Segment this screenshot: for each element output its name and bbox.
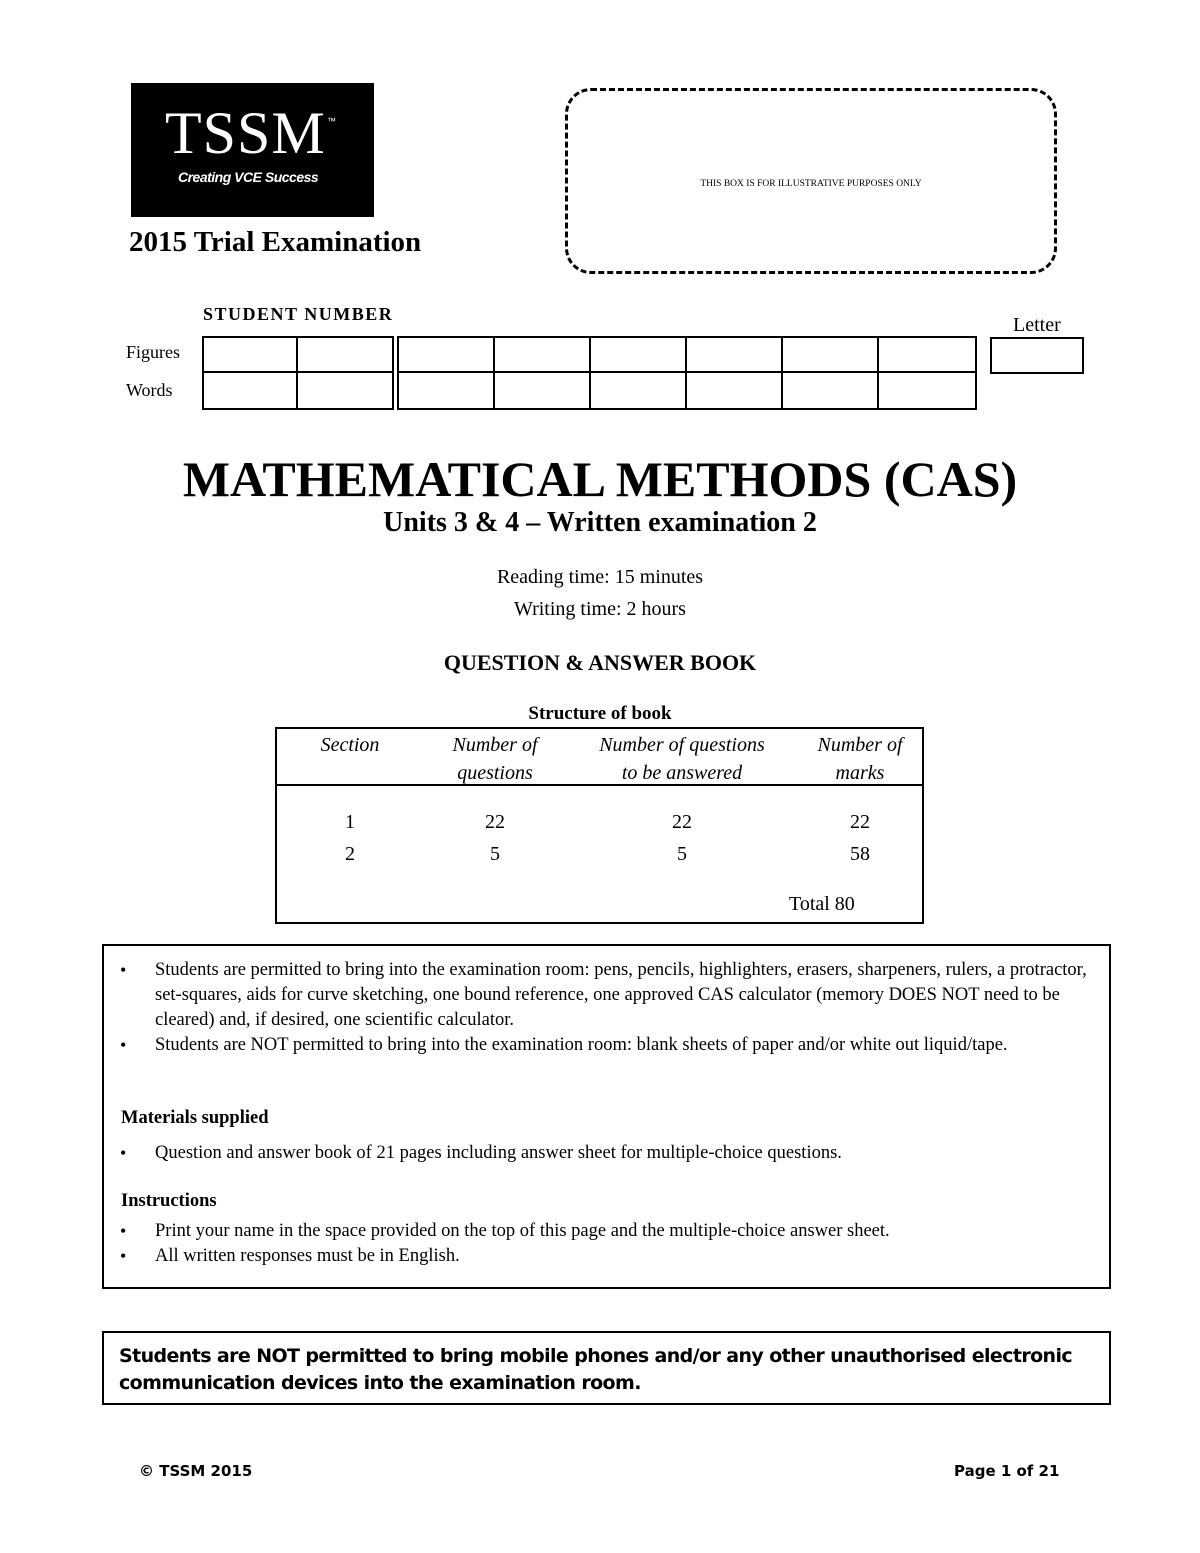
table-header [567,731,797,787]
word-cell[interactable] [783,373,879,408]
letter-box[interactable] [990,337,1084,374]
logo-tagline: Creating VCE Success [178,169,319,185]
list-item: • Students are permitted to bring into the examination room: pens, pencils, highlighters, erasers, sharpeners, rulers, a protractor, set-squares, aids for curve sketching, one bound reference, one approved CAS calculator (memory DOES NOT need to be cleared) and, if desired, one scientific calculator. [104,958,1104,1033]
logo-text: TSSM [165,100,326,166]
exam-subtitle: Units 3 & 4 – Written examination 2 [383,507,817,538]
header-divider [277,784,922,786]
figure-cell[interactable] [495,338,591,373]
footer-page-number: Page 1 of 21 [954,1462,1060,1480]
word-cell[interactable] [298,373,392,408]
word-cell[interactable] [591,373,687,408]
figure-cell[interactable] [399,338,495,373]
structure-table [275,727,924,924]
information-box [102,944,1111,1289]
table-cell: 5 [490,843,500,865]
list-item: • Question and answer book of 21 pages including answer sheet for multiple-choice questions. [104,1141,1104,1166]
word-cell[interactable] [399,373,495,408]
permitted-list [104,958,1104,1058]
letter-label: Letter [1013,314,1061,336]
table-cell: 5 [677,843,687,865]
table-cell: 58 [850,843,870,865]
list-item: • All written responses must be in English. [104,1244,1104,1269]
table-header [797,731,923,787]
table-cell: 1 [345,811,355,833]
header-line: Number of [452,734,538,756]
list-item: • Print your name in the space provided on the top of this page and the multiple-choice answer sheet. [104,1219,1104,1244]
structure-title: Structure of book [528,703,672,724]
figure-cell[interactable] [879,338,975,373]
subject-title: MATHEMATICAL METHODS (CAS) [182,451,1018,507]
logo-trademark: ™ [327,116,336,126]
table-cell: 2 [345,843,355,865]
header-line: Number of questions [599,734,765,756]
header-line: Number of [817,734,903,756]
illustrative-box [565,88,1057,274]
materials-list [104,1141,1104,1166]
instructions-heading: Instructions [121,1191,217,1211]
exam-year-title: 2015 Trial Examination [129,226,422,258]
list-item: • Students are NOT permitted to bring into the examination room: blank sheets of paper and/or white out liquid/tape. [104,1033,1104,1058]
figure-cell[interactable] [298,338,392,373]
instructions-list [104,1219,1104,1269]
figure-cell[interactable] [204,338,298,373]
writing-time: Writing time: 2 hours [514,598,686,620]
figure-cell[interactable] [783,338,879,373]
table-cell: 22 [672,811,692,833]
tssm-logo [131,83,374,217]
materials-heading: Materials supplied [121,1108,269,1128]
book-title: QUESTION & ANSWER BOOK [443,650,757,675]
table-header [277,731,423,759]
header-line: Section [320,734,380,756]
word-cell[interactable] [687,373,783,408]
illustrative-box-text: THIS BOX IS FOR ILLUSTRATIVE PURPOSES ONLY [700,179,922,189]
word-cell[interactable] [495,373,591,408]
total-marks: Total 80 [789,893,855,915]
mobile-phone-warning: Students are NOT permitted to bring mobile phones and/or any other unauthorised electronic communication devices into the examination room. [102,1331,1111,1405]
word-cell[interactable] [879,373,975,408]
table-cell: 22 [850,811,870,833]
student-number-label: STUDENT NUMBER [203,304,394,324]
word-cell[interactable] [204,373,298,408]
table-header [423,731,567,787]
header-line: to be answered [621,762,743,784]
figure-cell[interactable] [687,338,783,373]
reading-time: Reading time: 15 minutes [496,566,704,588]
student-number-grid-main [397,336,977,410]
table-cell: 22 [485,811,505,833]
figure-cell[interactable] [591,338,687,373]
words-label: Words [126,380,173,400]
header-line: marks [835,762,885,784]
header-line: questions [457,762,533,784]
student-number-grid-prefix [202,336,394,410]
footer-copyright: © TSSM 2015 [139,1462,253,1480]
figures-label: Figures [126,342,180,362]
